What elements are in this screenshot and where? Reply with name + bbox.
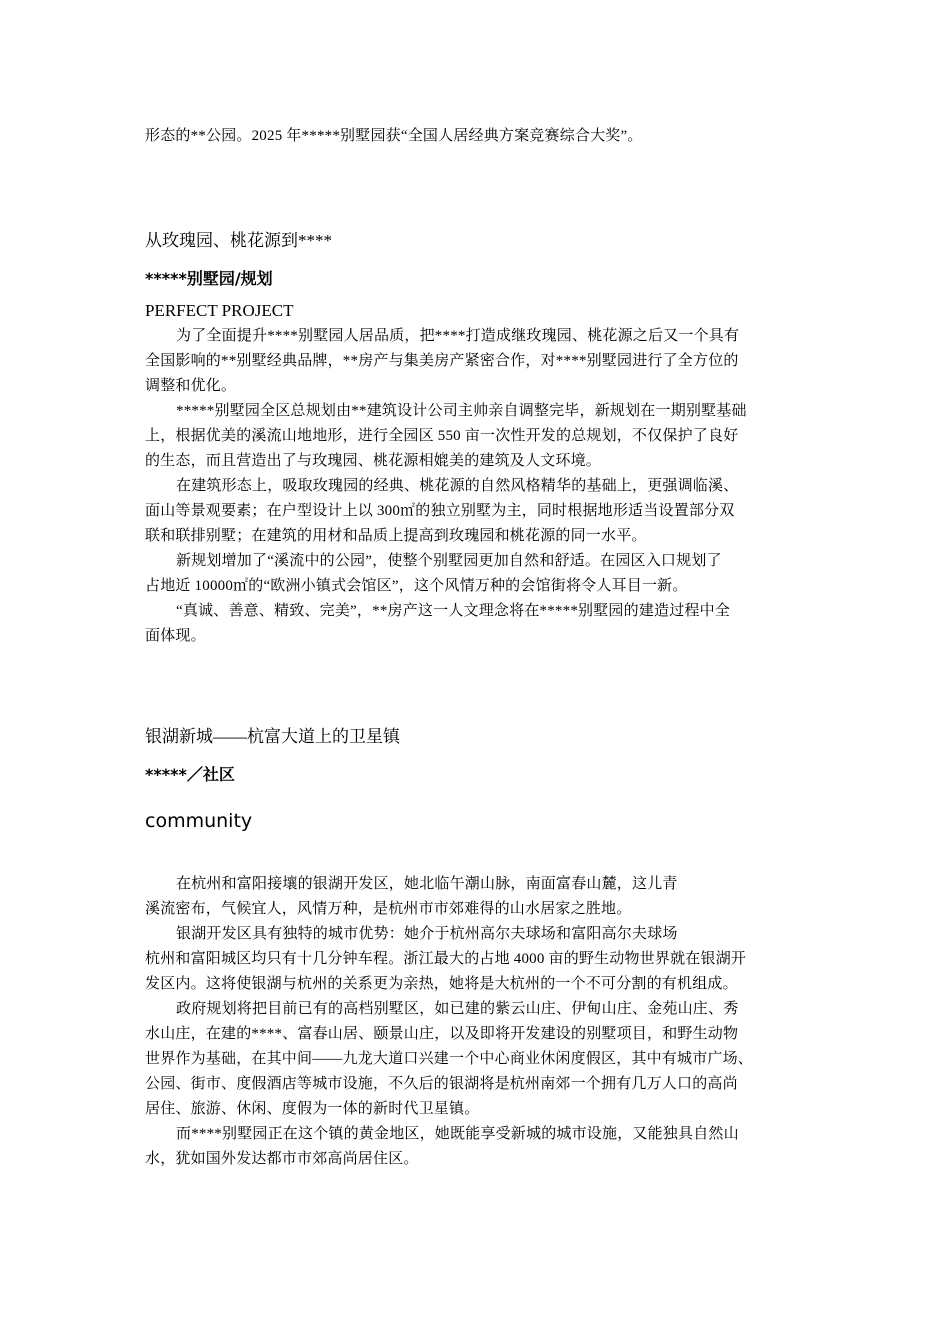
paragraph-line: 为了全面提升****别墅园人居品质，把****打造成继玫瑰园、桃花源之后又一个具有 [176, 328, 740, 344]
paragraph-line: 杭州和富阳城区均只有十几分钟车程。浙江最大的占地 4000 亩的野生动物世界就在银湖开 [145, 951, 747, 967]
section2-body [145, 872, 815, 1172]
paragraph-line: 的生态，而且营造出了与玫瑰园、桃花源相媲美的建筑及人文环境。 [145, 453, 602, 469]
paragraph-line: 联和联排别墅；在建筑的用材和品质上提高到玫瑰园和桃花源的同一水平。 [145, 528, 647, 544]
paragraph-line: 面体现。 [145, 628, 206, 644]
paragraph-line: “真诚、善意、精致、完美”，**房产这一人文理念将在*****别墅园的建造过程中全 [176, 603, 731, 619]
section2-subtitle: *****／社区 [145, 765, 235, 784]
paragraph-line: 新规划增加了“溪流中的公园”，使整个别墅园更加自然和舒适。在园区入口规划了 [176, 553, 722, 569]
paragraph-line: 在杭州和富阳接壤的银湖开发区，她北临午潮山脉，南面富春山麓，这儿青 [176, 876, 678, 892]
section1-title: 从玫瑰园、桃花源到**** [145, 231, 332, 250]
intro-line: 形态的**公园。2025 年*****别墅园获“全国人居经典方案竞赛综合大奖”。 [145, 128, 643, 144]
paragraph-line: 世界作为基础，在其中间——九龙大道口兴建一个中心商业休闲度假区，其中有城市广场、 [145, 1051, 754, 1067]
paragraph-line: 面山等景观要素；在户型设计上以 300㎡的独立别墅为主，同时根据地形适当设置部分双 [145, 503, 735, 519]
paragraph-line: 水，犹如国外发达都市市郊高尚居住区。 [145, 1151, 419, 1167]
paragraph-line: 上，根据优美的溪流山地地形，进行全园区 550 亩一次性开发的总规划，不仅保护了良好 [145, 428, 739, 444]
section2-english-heading: community [145, 810, 253, 832]
paragraph-line: 溪流密布，气候宜人，风情万种，是杭州市市郊难得的山水居家之胜地。 [145, 901, 632, 917]
section1-english-heading: PERFECT PROJECT [145, 301, 294, 320]
section1-body [145, 324, 815, 649]
paragraph-line: 居住、旅游、休闲、度假为一体的新时代卫星镇。 [145, 1101, 480, 1117]
paragraph-line: 全国影响的**别墅经典品牌，**房产与集美房产紧密合作，对****别墅园进行了全方位的 [145, 353, 739, 369]
section1-subtitle: *****别墅园/规划 [145, 269, 273, 288]
paragraph-line: 占地近 10000㎡的“欧洲小镇式会馆区”，这个风情万种的会馆街将令人耳目一新。 [145, 578, 688, 594]
paragraph-line: 公园、街市、度假酒店等城市设施，不久后的银湖将是杭州南郊一个拥有几万人口的高尚 [145, 1076, 738, 1092]
paragraph-line: 在建筑形态上，吸取玫瑰园的经典、桃花源的自然风格精华的基础上，更强调临溪、 [176, 478, 739, 494]
section2-title: 银湖新城——杭富大道上的卫星镇 [145, 727, 400, 746]
paragraph-line: 而****别墅园正在这个镇的黄金地区，她既能享受新城的城市设施，又能独具自然山 [176, 1126, 739, 1142]
paragraph-line: 水山庄，在建的****、富春山居、颐景山庄，以及即将开发建设的别墅项目，和野生动物 [145, 1026, 739, 1042]
paragraph-line: *****别墅园全区总规划由**建筑设计公司主帅亲自调整完毕，新规划在一期别墅基础 [176, 403, 747, 419]
paragraph-line: 政府规划将把目前已有的高档别墅区，如已建的紫云山庄、伊甸山庄、金苑山庄、秀 [176, 1001, 739, 1017]
paragraph-line: 银湖开发区具有独特的城市优势：她介于杭州高尔夫球场和富阳高尔夫球场 [176, 926, 678, 942]
paragraph-line: 调整和优化。 [145, 378, 237, 394]
paragraph-line: 发区内。这将使银湖与杭州的关系更为亲热，她将是大杭州的一个不可分割的有机组成。 [145, 976, 738, 992]
